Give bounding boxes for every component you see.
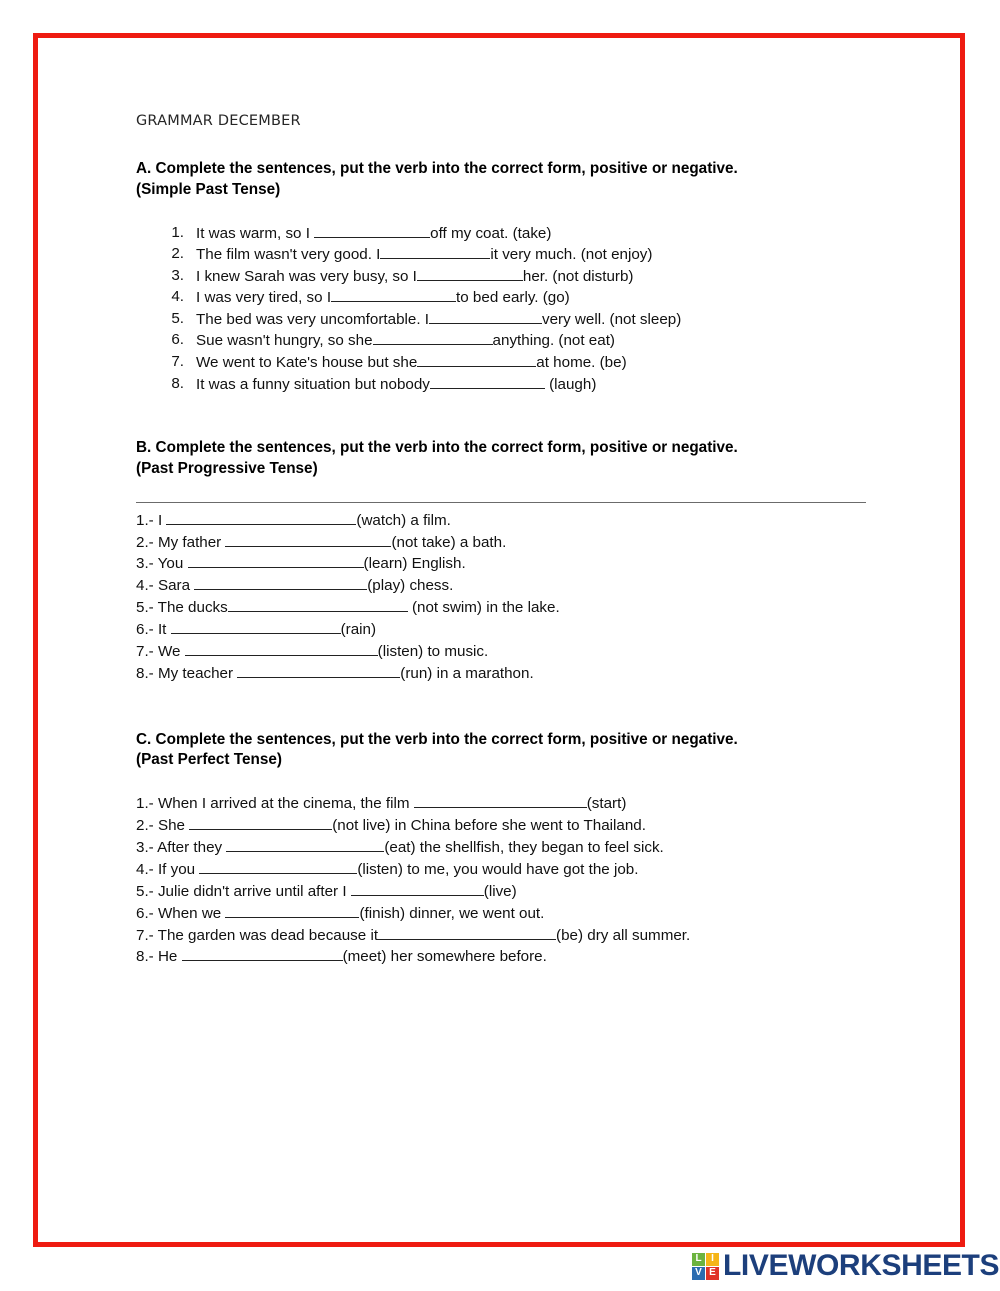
sentence-prefix: 6.- It: [136, 621, 171, 639]
answer-blank[interactable]: [166, 510, 356, 525]
sentence-prefix: 4.- Sara: [136, 577, 195, 595]
item-number: 8.: [171, 374, 184, 392]
item-number: 5.: [171, 309, 184, 327]
sentence-prefix: 8.- He: [136, 948, 182, 966]
sentence-suffix: (not take) a bath.: [391, 533, 507, 551]
live-squares-icon: [692, 1253, 719, 1280]
section-b-divider: [136, 502, 866, 503]
answer-blank[interactable]: [226, 837, 384, 852]
answer-blank[interactable]: [430, 374, 545, 389]
exercise-item: [136, 374, 876, 396]
exercise-item: [136, 553, 876, 575]
logo-cell-e: E: [706, 1267, 719, 1280]
logo-cell-l: L: [692, 1253, 705, 1266]
item-number: 2.: [171, 245, 184, 263]
section-a-heading-line2: (Simple Past Tense): [136, 180, 281, 198]
exercise-item: [136, 510, 876, 532]
sentence-suffix: (play) chess.: [367, 577, 454, 595]
answer-blank[interactable]: [225, 903, 359, 918]
sentence-suffix: (finish) dinner, we went out.: [359, 904, 545, 922]
sentence-suffix: (watch) a film.: [356, 511, 451, 529]
section-a-heading-line1: A. Complete the sentences, put the verb into the correct form, positive or negative.: [136, 160, 738, 177]
sentence-suffix: (start): [586, 795, 627, 813]
sentence-prefix: I was very tired, so I: [196, 289, 332, 307]
answer-blank[interactable]: [429, 309, 542, 324]
sentence-prefix: 1.- I: [136, 511, 167, 529]
sentence-suffix: her. (not disturb): [522, 267, 634, 285]
section-b-heading-line1: B. Complete the sentences, put the verb into the correct form, positive or negative.: [136, 439, 738, 457]
exercise-item: [136, 881, 876, 903]
brand-wordmark: LIVEWORKSHEETS: [723, 1249, 1000, 1282]
sentence-suffix: very well. (not sleep): [542, 310, 682, 328]
answer-blank[interactable]: [373, 330, 493, 345]
answer-blank[interactable]: [414, 793, 587, 808]
sentence-prefix: The film wasn't very good. I: [196, 246, 381, 264]
sentence-suffix: (meet) her somewhere before.: [342, 948, 547, 966]
section-b-heading-line2: (Past Progressive Tense): [136, 459, 318, 477]
liveworksheets-logo[interactable]: [692, 1251, 999, 1281]
sentence-prefix: 3.- You: [136, 555, 188, 573]
exercise-item: [136, 815, 876, 837]
exercise-item: [136, 946, 876, 968]
sentence-suffix: (listen) to music.: [377, 642, 489, 660]
exercise-item: [136, 903, 876, 925]
section-c-list: [136, 793, 876, 968]
section-c-heading-line1: C. Complete the sentences, put the verb into the correct form, positive or negative.: [136, 730, 738, 748]
item-number: 4.: [171, 288, 184, 306]
exercise-item: [136, 352, 876, 374]
sentence-suffix: (not live) in China before she went to Thailand.: [332, 817, 646, 835]
answer-blank[interactable]: [225, 532, 391, 547]
sentence-suffix: (rain): [340, 621, 377, 639]
sentence-suffix: (not swim) in the lake.: [407, 599, 560, 617]
exercise-item: [136, 244, 876, 266]
answer-blank[interactable]: [171, 619, 341, 634]
exercise-item: [136, 330, 876, 352]
answer-blank[interactable]: [331, 287, 456, 302]
sentence-prefix: 7.- We: [136, 642, 185, 660]
answer-blank[interactable]: [228, 597, 408, 612]
answer-blank[interactable]: [351, 881, 484, 896]
answer-blank[interactable]: [185, 641, 378, 656]
answer-blank[interactable]: [237, 663, 400, 678]
sentence-prefix: Sue wasn't hungry, so she: [196, 332, 373, 350]
sentence-suffix: (learn) English.: [363, 555, 466, 573]
answer-blank[interactable]: [417, 266, 523, 281]
sentence-prefix: 3.- After they: [136, 839, 227, 856]
sentence-prefix: 2.- She: [136, 817, 190, 835]
answer-blank[interactable]: [380, 244, 490, 259]
section-a-list: [136, 223, 876, 396]
exercise-item: [136, 223, 876, 245]
sentence-prefix: 7.- The garden was dead because it: [136, 926, 379, 944]
sentence-suffix: it very much. (not enjoy): [490, 246, 653, 264]
exercise-item: [136, 309, 876, 331]
item-number: 6.: [171, 331, 184, 349]
page-title: GRAMMAR DECEMBER: [136, 113, 301, 129]
exercise-item: [136, 287, 876, 309]
exercise-item: [136, 597, 876, 619]
answer-blank[interactable]: [194, 575, 367, 590]
item-number: 3.: [171, 266, 184, 284]
sentence-prefix: 8.- My teacher: [136, 664, 238, 682]
exercise-item: [136, 641, 876, 663]
sentence-suffix: to bed early. (go): [456, 289, 570, 307]
section-b-list: [136, 510, 876, 685]
sentence-prefix: 2.- My father: [136, 533, 226, 551]
section-b: [136, 438, 876, 685]
section-b-heading: [136, 438, 876, 480]
exercise-item: [136, 837, 876, 859]
answer-blank[interactable]: [417, 352, 536, 367]
item-number: 7.: [171, 352, 184, 370]
sentence-prefix: It was warm, so I: [196, 224, 315, 242]
sentence-suffix: at home. (be): [536, 353, 627, 371]
item-number: 1.: [171, 223, 184, 241]
sentence-prefix: 6.- When we: [136, 904, 226, 922]
exercise-item: [136, 619, 876, 641]
sentence-suffix: (live): [483, 882, 517, 900]
exercise-item: [136, 859, 876, 881]
sentence-prefix: We went to Kate's house but she: [196, 353, 418, 371]
section-a-heading: [136, 159, 876, 201]
sentence-prefix: It was a funny situation but nobody: [196, 375, 430, 393]
answer-blank[interactable]: [189, 815, 332, 830]
logo-cell-v: V: [692, 1267, 705, 1280]
sentence-prefix: The bed was very uncomfortable. I: [196, 310, 429, 328]
sentence-suffix: (eat) the shellfish, they began to feel sick.: [384, 839, 664, 856]
sentence-prefix: 5.- Julie didn't arrive until after I: [136, 882, 351, 900]
sentence-suffix: (run) in a marathon.: [400, 664, 534, 682]
exercise-item: [136, 925, 876, 947]
answer-blank[interactable]: [314, 223, 430, 238]
exercise-item: [136, 532, 876, 554]
section-c-heading: [136, 730, 876, 772]
exercise-item: [136, 793, 876, 815]
sentence-suffix: (laugh): [544, 375, 597, 393]
sentence-prefix: I knew Sarah was very busy, so I: [196, 267, 417, 285]
worksheet-content: [136, 113, 876, 968]
answer-blank[interactable]: [188, 553, 364, 568]
sentence-suffix: off my coat. (take): [430, 224, 552, 242]
sentence-prefix: 4.- If you: [136, 860, 200, 878]
sentence-suffix: anything. (not eat): [492, 332, 615, 350]
logo-cell-i: I: [706, 1253, 719, 1266]
answer-blank[interactable]: [378, 925, 556, 940]
sentence-prefix: 5.- The ducks: [136, 599, 228, 617]
answer-blank[interactable]: [182, 946, 343, 961]
exercise-item: [136, 266, 876, 288]
sentence-prefix: 1.- When I arrived at the cinema, the film: [136, 795, 414, 813]
section-c: [136, 730, 876, 969]
answer-blank[interactable]: [199, 859, 357, 874]
exercise-item: [136, 575, 876, 597]
exercise-item: [136, 663, 876, 685]
sentence-suffix: (listen) to me, you would have got the job.: [357, 860, 639, 878]
sentence-suffix: (be) dry all summer.: [556, 926, 691, 944]
section-a: [136, 159, 876, 395]
section-c-heading-line2: (Past Perfect Tense): [136, 751, 282, 769]
